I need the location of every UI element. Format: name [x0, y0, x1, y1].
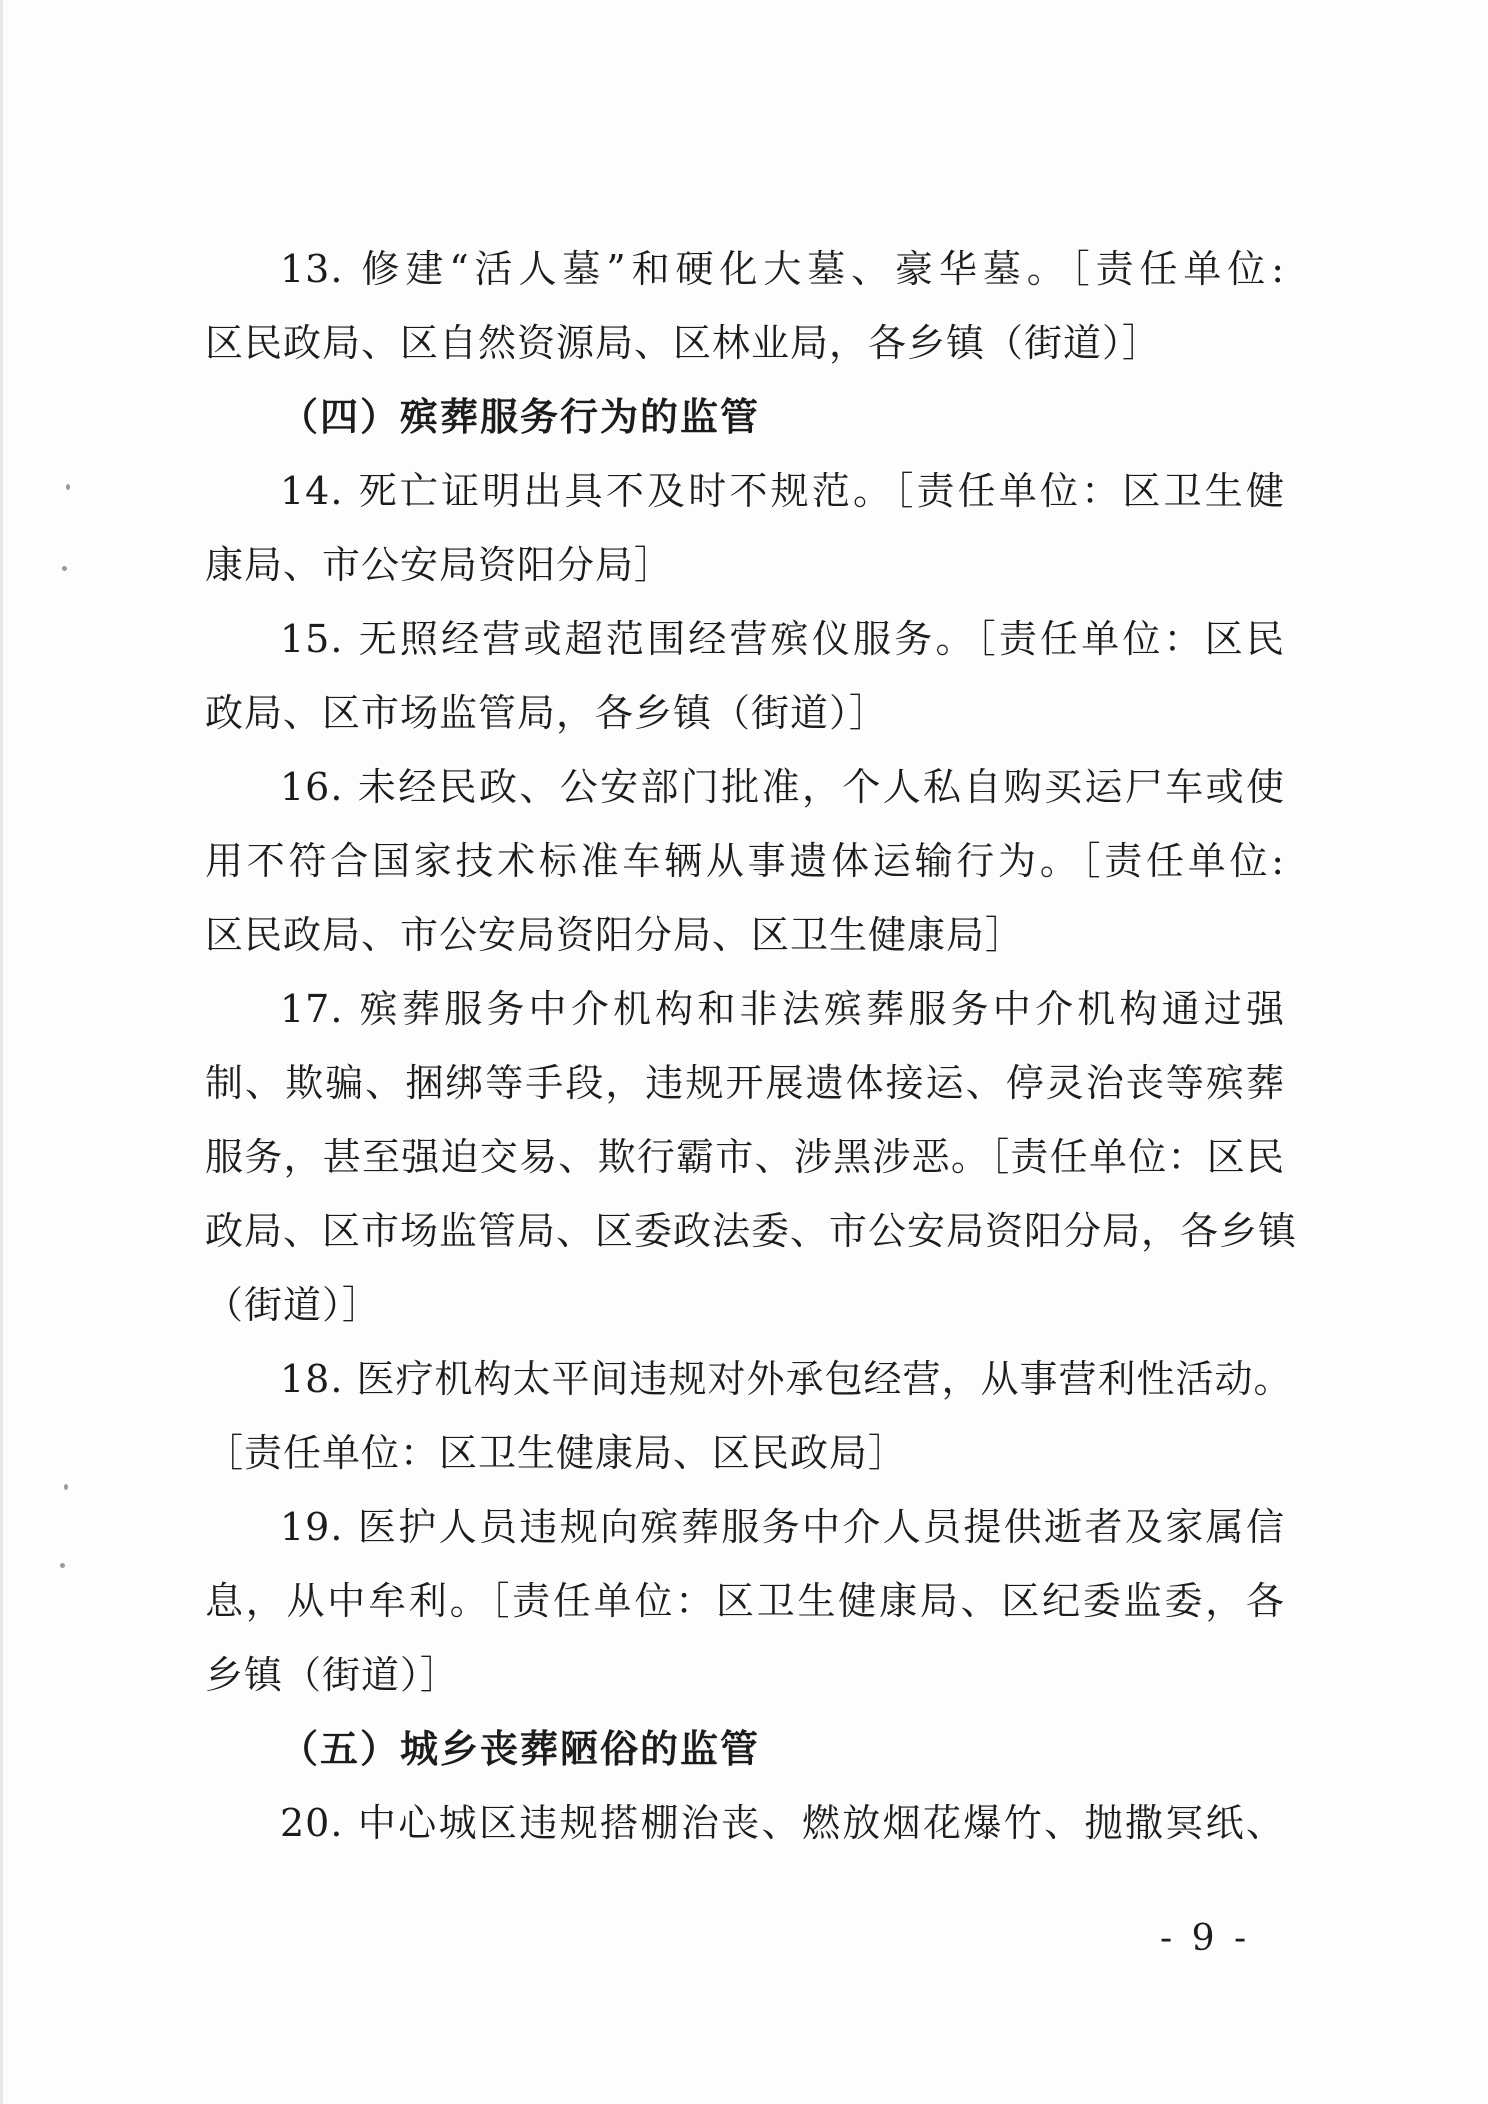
section-heading-5: （五）城乡丧葬陋俗的监管: [280, 1727, 761, 1771]
scan-edge: [0, 0, 3, 2104]
item-15-line-2: 政局、区市场监管局，各乡镇（街道）］: [205, 691, 889, 735]
item-13-line-2: 区民政局、区自然资源局、区林业局，各乡镇（街道）］: [205, 321, 1162, 365]
item-16-line-2: 用不符合国家技术标准车辆从事遗体运输行为。［责任单位:: [205, 839, 1285, 883]
item-16-line-1: 16. 未经民政、公安部门批准，个人私自购买运尸车或使: [280, 765, 1285, 809]
item-17-line-5: （街道）］: [205, 1283, 382, 1327]
item-16-line-3: 区民政局、市公安局资阳分局、区卫生健康局］: [205, 913, 1025, 957]
item-19-line-2: 息，从中牟利。［责任单位：区卫生健康局、区纪委监委，各: [205, 1579, 1285, 1623]
item-19-line-1: 19. 医护人员违规向殡葬服务中介人员提供逝者及家属信: [280, 1505, 1285, 1549]
section-heading-4: （四）殡葬服务行为的监管: [280, 395, 761, 439]
item-15-line-1: 15. 无照经营或超范围经营殡仪服务。［责任单位：区民: [280, 617, 1285, 661]
item-17-line-4: 政局、区市场监管局、区委政法委、市公安局资阳分局，各乡镇: [205, 1209, 1298, 1253]
item-14-line-1: 14. 死亡证明出具不及时不规范。［责任单位：区卫生健: [280, 469, 1285, 513]
item-18-line-1: 18. 医疗机构太平间违规对外承包经营，从事营利性活动。: [280, 1357, 1293, 1401]
scan-speck: [64, 1484, 68, 1490]
item-17-line-1: 17. 殡葬服务中介机构和非法殡葬服务中介机构通过强: [280, 987, 1285, 1031]
item-19-line-3: 乡镇（街道）］: [205, 1653, 460, 1697]
scan-speck: [60, 1563, 65, 1568]
item-20-line-1: 20. 中心城区违规搭棚治丧、燃放烟花爆竹、抛撒冥纸、: [280, 1801, 1285, 1845]
item-17-line-3: 服务，甚至强迫交易、欺行霸市、涉黑涉恶。［责任单位：区民: [205, 1135, 1285, 1179]
scan-speck: [62, 566, 67, 571]
item-18-line-2: ［责任单位：区卫生健康局、区民政局］: [205, 1431, 908, 1475]
item-13-line-1: 13. 修建“活人墓”和硬化大墓、豪华墓。［责任单位:: [280, 247, 1285, 291]
page-number: - 9 -: [1160, 1918, 1251, 1959]
scan-speck: [66, 484, 70, 490]
item-14-line-2: 康局、市公安局资阳分局］: [205, 543, 674, 587]
item-17-line-2: 制、欺骗、捆绑等手段，违规开展遗体接运、停灵治丧等殡葬: [205, 1061, 1285, 1105]
